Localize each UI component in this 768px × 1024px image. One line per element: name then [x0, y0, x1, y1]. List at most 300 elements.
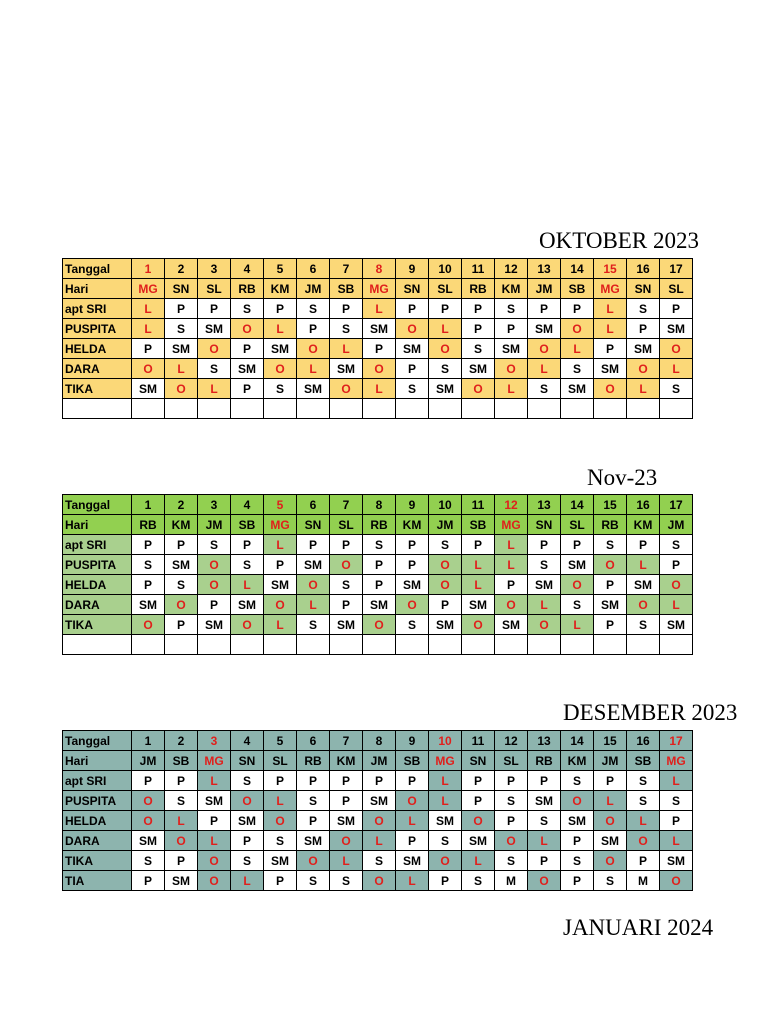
- table-row: [63, 851, 693, 871]
- shift-cell: L: [429, 771, 462, 791]
- shift-cell: S: [132, 851, 165, 871]
- shift-cell: L: [528, 595, 561, 615]
- header-cell: JM: [528, 279, 561, 299]
- shift-cell: SM: [297, 555, 330, 575]
- shift-cell: SM: [396, 851, 429, 871]
- schedule-table-november: [62, 494, 693, 655]
- table-row: [63, 279, 693, 299]
- table-row: [63, 831, 693, 851]
- table-row: [63, 635, 693, 655]
- shift-cell: P: [363, 575, 396, 595]
- header-cell: 10: [429, 731, 462, 751]
- header-cell: MG: [198, 751, 231, 771]
- shift-cell: O: [363, 811, 396, 831]
- shift-cell: S: [396, 615, 429, 635]
- table-row: [63, 791, 693, 811]
- header-cell: 14: [561, 259, 594, 279]
- shift-cell: SM: [297, 379, 330, 399]
- shift-cell: L: [561, 615, 594, 635]
- shift-cell: L: [462, 575, 495, 595]
- shift-cell: L: [528, 359, 561, 379]
- shift-cell: L: [231, 871, 264, 891]
- shift-cell: P: [264, 299, 297, 319]
- header-cell: SB: [561, 279, 594, 299]
- shift-cell: SM: [198, 319, 231, 339]
- shift-cell: P: [462, 299, 495, 319]
- shift-cell: L: [495, 555, 528, 575]
- shift-cell: O: [528, 339, 561, 359]
- shift-cell: P: [297, 535, 330, 555]
- shift-cell: O: [594, 379, 627, 399]
- shift-cell: L: [660, 771, 693, 791]
- shift-cell: [462, 635, 495, 655]
- shift-cell: SM: [165, 871, 198, 891]
- shift-cell: L: [462, 555, 495, 575]
- shift-cell: SM: [561, 555, 594, 575]
- shift-cell: O: [132, 359, 165, 379]
- shift-cell: O: [396, 319, 429, 339]
- shift-cell: L: [198, 379, 231, 399]
- shift-cell: O: [165, 831, 198, 851]
- header-cell: 13: [528, 731, 561, 751]
- shift-cell: SM: [594, 831, 627, 851]
- shift-cell: O: [429, 339, 462, 359]
- shift-cell: P: [363, 771, 396, 791]
- header-cell: SN: [396, 279, 429, 299]
- shift-cell: O: [363, 359, 396, 379]
- shift-cell: S: [528, 811, 561, 831]
- table-row: [63, 595, 693, 615]
- shift-cell: M: [495, 871, 528, 891]
- shift-cell: S: [264, 379, 297, 399]
- shift-cell: [594, 399, 627, 419]
- shift-cell: S: [660, 535, 693, 555]
- shift-cell: O: [231, 791, 264, 811]
- shift-cell: O: [132, 811, 165, 831]
- table-row: [63, 771, 693, 791]
- shift-cell: L: [363, 379, 396, 399]
- shift-cell: SM: [264, 339, 297, 359]
- header-cell: 4: [231, 495, 264, 515]
- header-cell: 16: [627, 731, 660, 751]
- shift-cell: P: [165, 615, 198, 635]
- header-cell: 6: [297, 731, 330, 751]
- shift-cell: L: [264, 615, 297, 635]
- row-label: HELDA: [63, 811, 132, 831]
- shift-cell: P: [363, 555, 396, 575]
- shift-cell: P: [429, 871, 462, 891]
- shift-cell: P: [528, 851, 561, 871]
- row-label: TIKA: [63, 851, 132, 871]
- row-label: TIA: [63, 871, 132, 891]
- shift-cell: [396, 635, 429, 655]
- shift-cell: P: [495, 811, 528, 831]
- header-cell: 17: [660, 731, 693, 751]
- shift-cell: P: [132, 771, 165, 791]
- shift-cell: [363, 399, 396, 419]
- shift-cell: P: [231, 535, 264, 555]
- header-cell: SL: [561, 515, 594, 535]
- shift-cell: P: [429, 299, 462, 319]
- shift-cell: SM: [429, 811, 462, 831]
- shift-cell: O: [363, 871, 396, 891]
- shift-cell: P: [561, 831, 594, 851]
- shift-cell: [132, 635, 165, 655]
- shift-cell: P: [627, 851, 660, 871]
- shift-cell: P: [495, 771, 528, 791]
- shift-cell: [528, 635, 561, 655]
- shift-cell: [297, 399, 330, 419]
- row-label: apt SRI: [63, 535, 132, 555]
- header-cell: 8: [363, 495, 396, 515]
- shift-cell: SM: [198, 791, 231, 811]
- shift-cell: [330, 399, 363, 419]
- shift-cell: S: [660, 379, 693, 399]
- header-cell: SN: [627, 279, 660, 299]
- shift-cell: P: [330, 791, 363, 811]
- header-cell: KM: [396, 515, 429, 535]
- shift-cell: P: [396, 299, 429, 319]
- shift-cell: P: [429, 595, 462, 615]
- shift-cell: P: [462, 771, 495, 791]
- header-cell: 11: [462, 259, 495, 279]
- shift-cell: S: [429, 535, 462, 555]
- shift-cell: P: [528, 299, 561, 319]
- shift-cell: O: [264, 595, 297, 615]
- shift-cell: [198, 399, 231, 419]
- shift-cell: L: [660, 595, 693, 615]
- shift-cell: L: [594, 791, 627, 811]
- shift-cell: O: [363, 615, 396, 635]
- header-cell: 1: [132, 731, 165, 751]
- header-cell: MG: [264, 515, 297, 535]
- shift-cell: SM: [165, 339, 198, 359]
- shift-cell: L: [660, 831, 693, 851]
- shift-cell: O: [396, 791, 429, 811]
- header-cell: RB: [231, 279, 264, 299]
- header-cell: 3: [198, 731, 231, 751]
- header-cell: 13: [528, 495, 561, 515]
- shift-cell: SM: [165, 555, 198, 575]
- shift-cell: SM: [462, 831, 495, 851]
- header-cell: 11: [462, 731, 495, 751]
- shift-cell: SM: [363, 791, 396, 811]
- header-cell: MG: [132, 279, 165, 299]
- table-row: [63, 615, 693, 635]
- shift-cell: SM: [495, 615, 528, 635]
- shift-cell: P: [330, 771, 363, 791]
- shift-cell: SM: [561, 379, 594, 399]
- shift-cell: O: [297, 339, 330, 359]
- table-row: [63, 555, 693, 575]
- header-cell: 14: [561, 731, 594, 751]
- month-title-oktober: OKTOBER 2023: [539, 228, 699, 253]
- shift-cell: S: [627, 771, 660, 791]
- header-cell: RB: [297, 751, 330, 771]
- shift-cell: O: [429, 555, 462, 575]
- shift-cell: P: [660, 299, 693, 319]
- shift-cell: P: [396, 359, 429, 379]
- shift-cell: P: [330, 299, 363, 319]
- shift-cell: P: [495, 575, 528, 595]
- header-cell: 3: [198, 259, 231, 279]
- shift-cell: L: [396, 811, 429, 831]
- shift-cell: S: [231, 771, 264, 791]
- shift-cell: SM: [231, 811, 264, 831]
- shift-cell: S: [297, 871, 330, 891]
- shift-cell: O: [429, 575, 462, 595]
- shift-cell: P: [660, 555, 693, 575]
- shift-cell: L: [132, 299, 165, 319]
- header-cell: SN: [528, 515, 561, 535]
- shift-cell: SM: [660, 615, 693, 635]
- shift-cell: S: [297, 615, 330, 635]
- shift-cell: S: [165, 319, 198, 339]
- row-label: TIKA: [63, 379, 132, 399]
- shift-cell: L: [363, 831, 396, 851]
- header-cell: SL: [495, 751, 528, 771]
- header-cell: SL: [330, 515, 363, 535]
- shift-cell: O: [429, 851, 462, 871]
- header-cell: SN: [297, 515, 330, 535]
- month-title-januari: JANUARI 2024: [563, 915, 714, 940]
- shift-cell: L: [363, 299, 396, 319]
- month-title-november: Nov-23: [587, 465, 658, 490]
- shift-cell: S: [594, 535, 627, 555]
- shift-cell: O: [660, 575, 693, 595]
- row-label: Hari: [63, 515, 132, 535]
- shift-cell: S: [297, 791, 330, 811]
- shift-cell: O: [231, 615, 264, 635]
- shift-cell: O: [231, 319, 264, 339]
- shift-cell: [198, 635, 231, 655]
- table-row: [63, 399, 693, 419]
- row-label: HELDA: [63, 575, 132, 595]
- shift-cell: SM: [330, 615, 363, 635]
- shift-cell: S: [132, 555, 165, 575]
- shift-cell: SM: [660, 851, 693, 871]
- header-cell: JM: [297, 279, 330, 299]
- shift-cell: [264, 399, 297, 419]
- shift-cell: SM: [198, 615, 231, 635]
- shift-cell: L: [429, 791, 462, 811]
- table-row: [63, 575, 693, 595]
- table-row: [63, 379, 693, 399]
- shift-cell: SM: [132, 379, 165, 399]
- shift-cell: S: [429, 359, 462, 379]
- row-label: [63, 399, 132, 419]
- shift-cell: S: [264, 831, 297, 851]
- header-cell: MG: [495, 515, 528, 535]
- shift-cell: L: [627, 379, 660, 399]
- shift-cell: [660, 635, 693, 655]
- shift-cell: L: [627, 811, 660, 831]
- shift-cell: SM: [330, 359, 363, 379]
- shift-cell: SM: [429, 615, 462, 635]
- shift-cell: S: [660, 791, 693, 811]
- shift-cell: SM: [594, 595, 627, 615]
- shift-cell: O: [528, 871, 561, 891]
- shift-cell: SM: [660, 319, 693, 339]
- shift-cell: O: [495, 831, 528, 851]
- shift-cell: P: [297, 771, 330, 791]
- shift-cell: [231, 399, 264, 419]
- row-label: DARA: [63, 831, 132, 851]
- shift-cell: S: [198, 535, 231, 555]
- shift-cell: S: [495, 791, 528, 811]
- shift-cell: S: [330, 871, 363, 891]
- shift-cell: [297, 635, 330, 655]
- shift-cell: O: [165, 379, 198, 399]
- shift-cell: SM: [330, 811, 363, 831]
- shift-cell: O: [264, 811, 297, 831]
- shift-cell: P: [363, 339, 396, 359]
- header-cell: 6: [297, 495, 330, 515]
- shift-cell: SM: [396, 575, 429, 595]
- header-cell: 7: [330, 495, 363, 515]
- header-cell: MG: [660, 751, 693, 771]
- header-cell: RB: [132, 515, 165, 535]
- shift-cell: S: [429, 831, 462, 851]
- shift-cell: O: [132, 615, 165, 635]
- shift-cell: L: [165, 811, 198, 831]
- shift-cell: S: [627, 791, 660, 811]
- header-cell: SL: [429, 279, 462, 299]
- shift-cell: O: [660, 871, 693, 891]
- shift-cell: [561, 399, 594, 419]
- shift-cell: [528, 399, 561, 419]
- header-cell: MG: [363, 279, 396, 299]
- table-row: [63, 515, 693, 535]
- shift-cell: SM: [528, 319, 561, 339]
- shift-cell: P: [462, 319, 495, 339]
- shift-cell: O: [495, 595, 528, 615]
- shift-cell: P: [561, 299, 594, 319]
- shift-cell: L: [495, 379, 528, 399]
- shift-cell: [396, 399, 429, 419]
- shift-cell: O: [594, 851, 627, 871]
- shift-cell: P: [594, 575, 627, 595]
- shift-cell: O: [627, 831, 660, 851]
- header-cell: SL: [660, 279, 693, 299]
- row-label: PUSPITA: [63, 319, 132, 339]
- header-cell: MG: [429, 751, 462, 771]
- header-cell: 11: [462, 495, 495, 515]
- shift-cell: P: [561, 535, 594, 555]
- header-cell: KM: [330, 751, 363, 771]
- shift-cell: L: [231, 575, 264, 595]
- shift-cell: O: [198, 871, 231, 891]
- header-cell: 12: [495, 731, 528, 751]
- shift-cell: O: [561, 575, 594, 595]
- shift-cell: S: [396, 379, 429, 399]
- shift-cell: O: [627, 359, 660, 379]
- shift-cell: P: [396, 771, 429, 791]
- table-row: [63, 299, 693, 319]
- header-cell: 17: [660, 495, 693, 515]
- shift-cell: L: [297, 595, 330, 615]
- row-label: apt SRI: [63, 299, 132, 319]
- header-cell: 3: [198, 495, 231, 515]
- shift-cell: O: [264, 359, 297, 379]
- header-cell: 17: [660, 259, 693, 279]
- row-label: PUSPITA: [63, 791, 132, 811]
- shift-cell: S: [165, 791, 198, 811]
- shift-cell: P: [660, 811, 693, 831]
- shift-cell: P: [264, 555, 297, 575]
- shift-cell: SM: [264, 575, 297, 595]
- shift-cell: O: [132, 791, 165, 811]
- shift-cell: S: [627, 299, 660, 319]
- header-cell: SB: [627, 751, 660, 771]
- shift-cell: O: [198, 575, 231, 595]
- header-cell: 15: [594, 731, 627, 751]
- shift-cell: L: [264, 319, 297, 339]
- header-cell: 13: [528, 259, 561, 279]
- shift-cell: [429, 399, 462, 419]
- header-cell: JM: [198, 515, 231, 535]
- header-cell: 2: [165, 259, 198, 279]
- shift-cell: L: [330, 851, 363, 871]
- header-cell: 15: [594, 495, 627, 515]
- shift-cell: P: [297, 811, 330, 831]
- shift-cell: S: [495, 299, 528, 319]
- shift-cell: L: [660, 359, 693, 379]
- header-cell: 5: [264, 495, 297, 515]
- shift-cell: [165, 399, 198, 419]
- row-label: Hari: [63, 279, 132, 299]
- shift-cell: [165, 635, 198, 655]
- shift-cell: P: [198, 811, 231, 831]
- shift-cell: SM: [396, 339, 429, 359]
- shift-cell: [429, 635, 462, 655]
- header-cell: 9: [396, 259, 429, 279]
- shift-cell: SM: [132, 831, 165, 851]
- header-cell: 10: [429, 495, 462, 515]
- shift-cell: SM: [462, 595, 495, 615]
- header-cell: 6: [297, 259, 330, 279]
- shift-cell: P: [627, 535, 660, 555]
- shift-cell: L: [198, 771, 231, 791]
- shift-cell: P: [165, 851, 198, 871]
- row-label: TIKA: [63, 615, 132, 635]
- shift-cell: L: [627, 555, 660, 575]
- shift-cell: SM: [528, 575, 561, 595]
- shift-cell: L: [165, 359, 198, 379]
- header-cell: JM: [132, 751, 165, 771]
- shift-cell: SM: [363, 595, 396, 615]
- shift-cell: SM: [594, 359, 627, 379]
- shift-cell: O: [462, 615, 495, 635]
- shift-cell: P: [594, 771, 627, 791]
- shift-cell: SM: [231, 359, 264, 379]
- header-cell: 8: [363, 731, 396, 751]
- shift-cell: [363, 635, 396, 655]
- header-cell: 15: [594, 259, 627, 279]
- shift-cell: P: [330, 595, 363, 615]
- shift-cell: O: [330, 555, 363, 575]
- shift-cell: P: [528, 771, 561, 791]
- header-cell: RB: [594, 515, 627, 535]
- shift-cell: L: [297, 359, 330, 379]
- header-cell: SN: [231, 751, 264, 771]
- shift-cell: S: [495, 851, 528, 871]
- shift-cell: [660, 399, 693, 419]
- shift-cell: S: [528, 555, 561, 575]
- table-row: [63, 871, 693, 891]
- shift-cell: SM: [264, 851, 297, 871]
- shift-cell: O: [297, 575, 330, 595]
